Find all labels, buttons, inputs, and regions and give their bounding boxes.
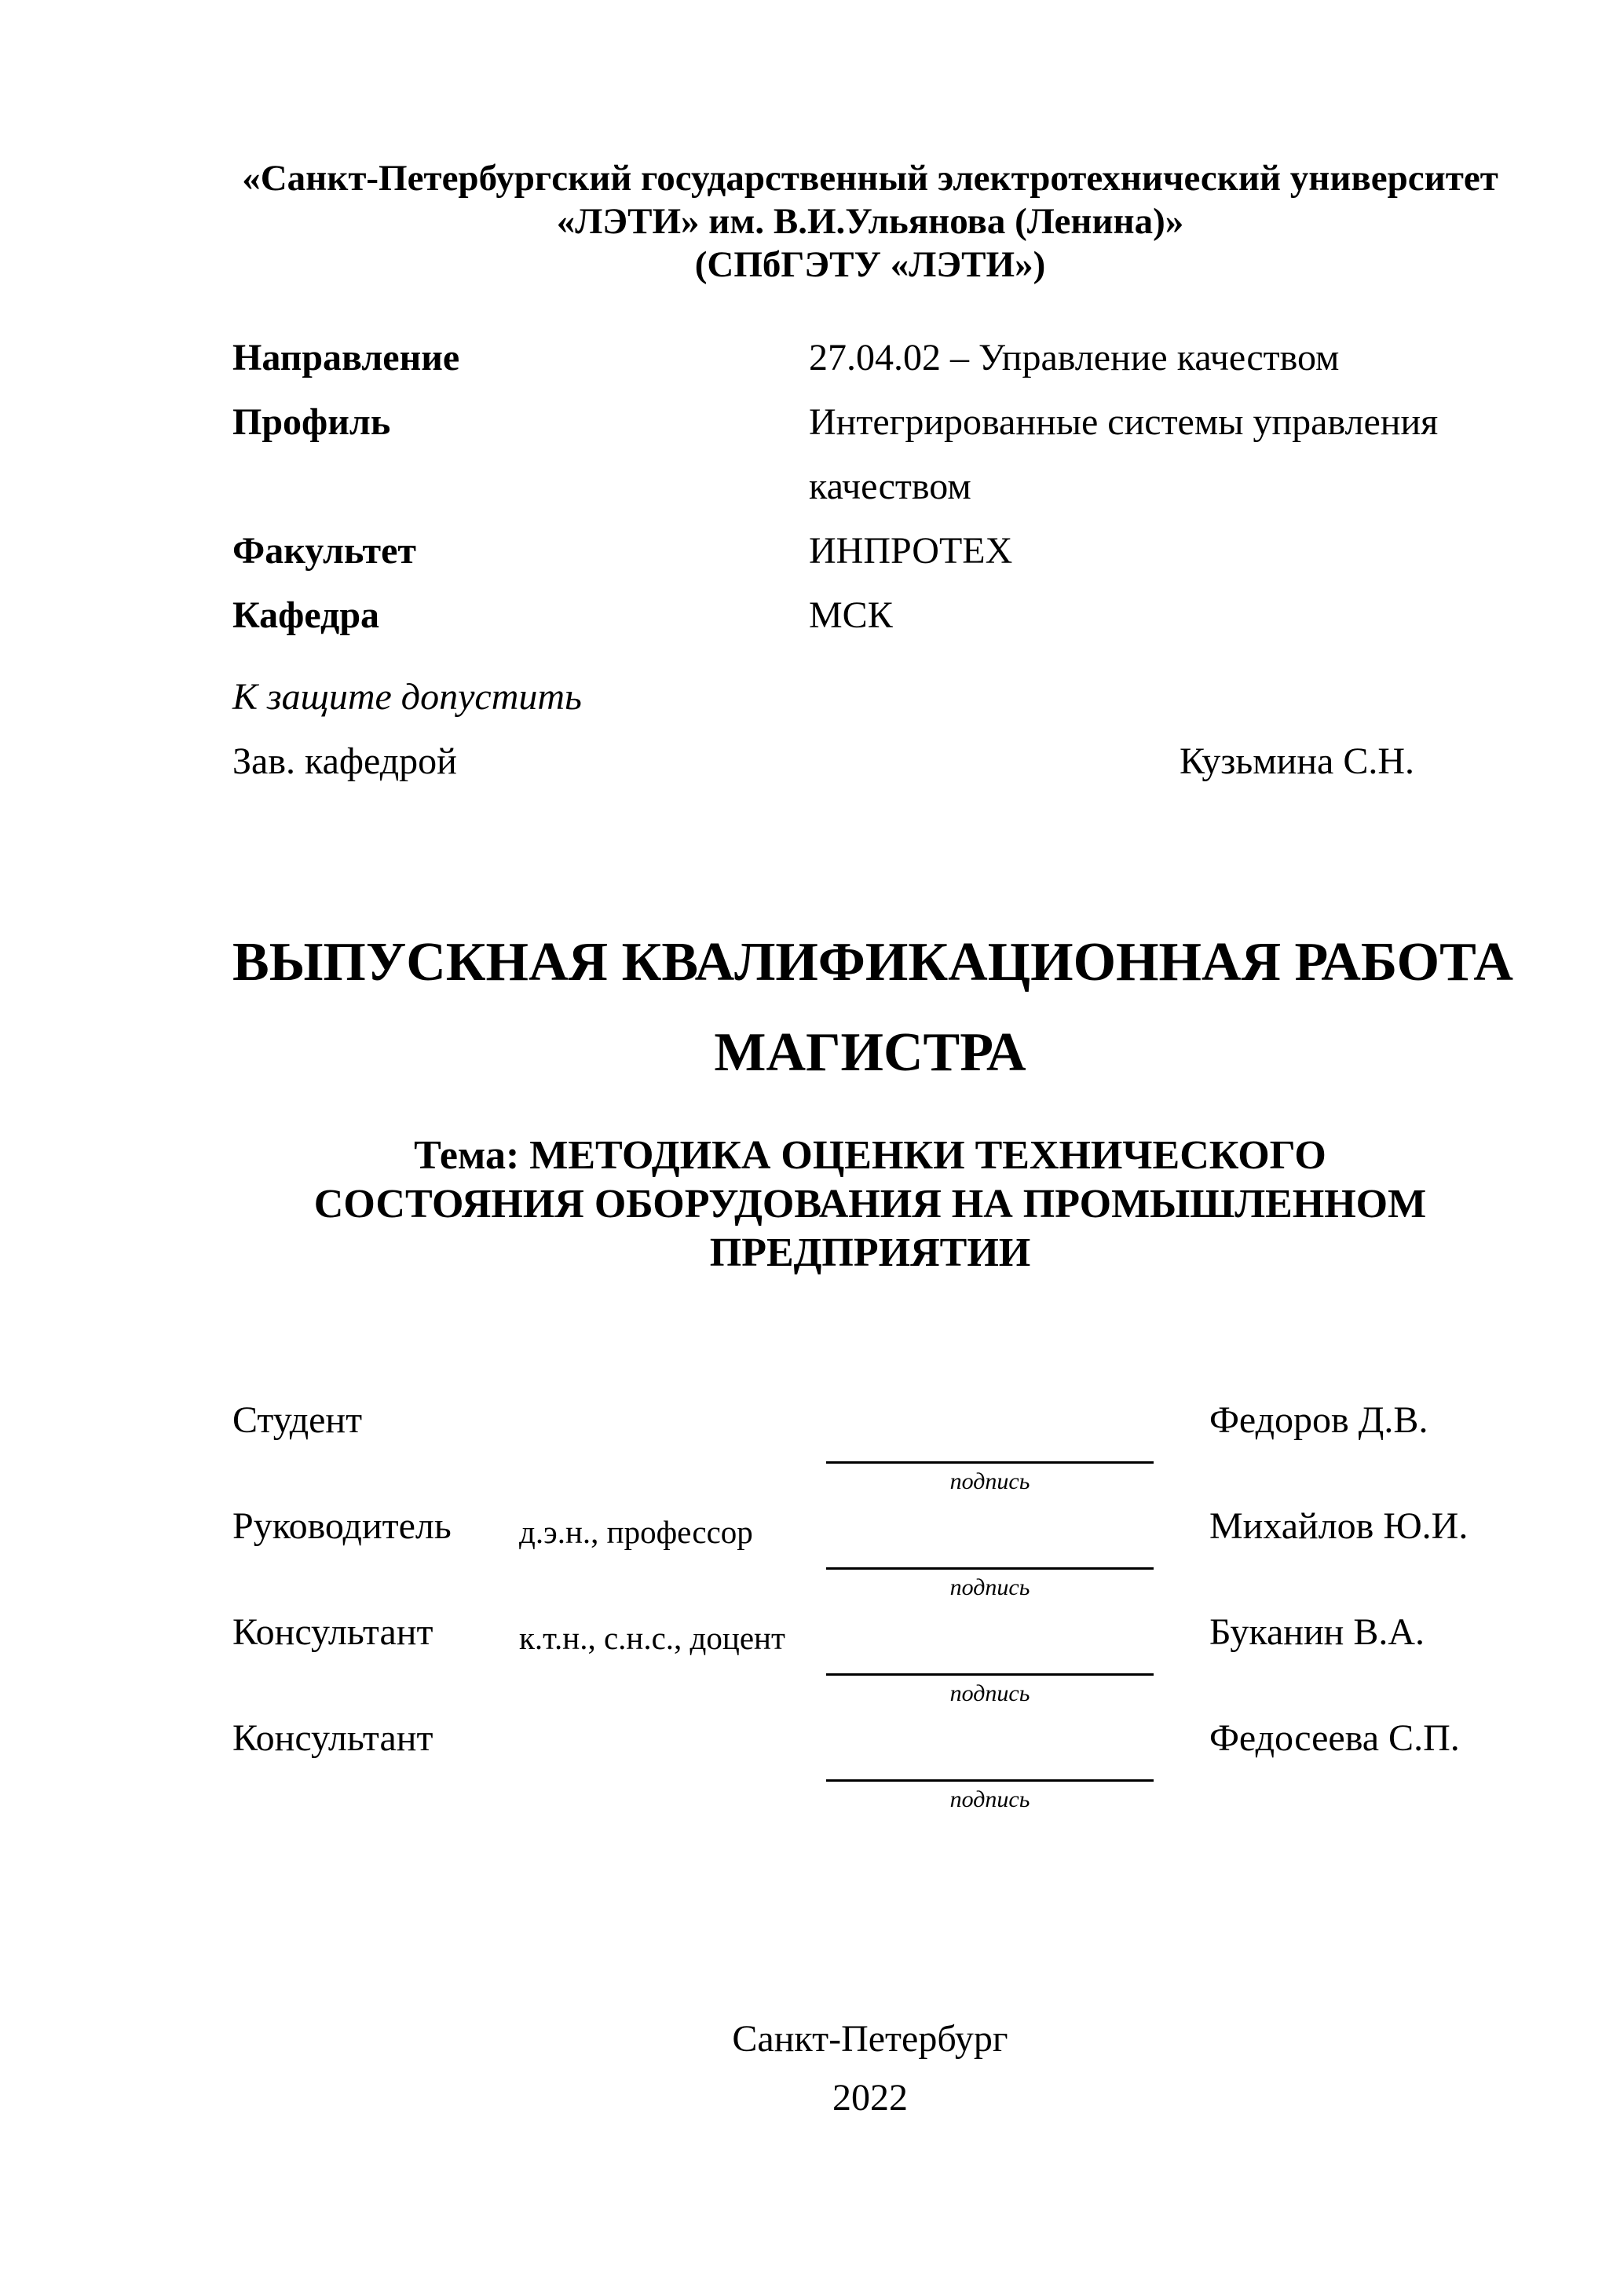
program-fields bbox=[232, 326, 1508, 648]
signature-row-supervisor bbox=[232, 1504, 1508, 1610]
signature-role: Студент bbox=[232, 1399, 363, 1441]
signature-line bbox=[826, 1610, 1154, 1676]
signature-degree: к.т.н., с.н.с., доцент bbox=[519, 1620, 785, 1656]
signature-caption: подпись bbox=[949, 1574, 1030, 1600]
field-label-profile: Профиль bbox=[232, 401, 391, 443]
field-value-department: МСК bbox=[809, 594, 893, 636]
admission-row bbox=[232, 729, 1508, 794]
signature-role: Консультант bbox=[232, 1611, 433, 1653]
university-name-line2: «ЛЭТИ» им. В.И.Ульянова (Ленина)» bbox=[556, 201, 1184, 242]
signature-field bbox=[826, 1398, 1154, 1495]
page-content bbox=[232, 157, 1513, 2127]
signature-role: Руководитель bbox=[232, 1505, 452, 1547]
department-head-label: Зав. кафедрой bbox=[232, 740, 457, 782]
signature-name: Буканин В.А. bbox=[1209, 1611, 1425, 1653]
signature-role: Консультант bbox=[232, 1717, 433, 1759]
thesis-title-line2: МАГИСТРА bbox=[714, 1022, 1026, 1083]
signature-caption: подпись bbox=[949, 1786, 1030, 1812]
field-label-direction: Направление bbox=[232, 337, 460, 378]
footer-city: Санкт-Петербург bbox=[732, 2018, 1008, 2060]
field-value-profile: Интегрированные системы управления качеством bbox=[809, 401, 1439, 507]
admission-note: К защите допустить bbox=[232, 676, 582, 718]
thesis-theme: Тема: МЕТОДИКА ОЦЕНКИ ТЕХНИЧЕСКОГО СОСТОЯНИЯ ОБОРУДОВАНИЯ НА ПРОМЫШЛЕННОМ ПРЕДПРИЯТИИ bbox=[313, 1133, 1427, 1275]
signature-name: Федосеева С.П. bbox=[1209, 1717, 1460, 1759]
admission-block bbox=[232, 665, 1508, 794]
department-head-name: Кузьмина С.Н. bbox=[1180, 740, 1414, 782]
signature-name: Михайлов Ю.И. bbox=[1209, 1505, 1469, 1547]
signature-row-consultant-1 bbox=[232, 1610, 1508, 1717]
signature-field bbox=[826, 1717, 1154, 1813]
field-value-direction: 27.04.02 – Управление качеством bbox=[809, 337, 1340, 378]
field-label-department: Кафедра bbox=[232, 594, 380, 636]
signature-caption: подпись bbox=[949, 1468, 1030, 1494]
footer-block bbox=[232, 2009, 1508, 2127]
signature-name: Федоров Д.В. bbox=[1209, 1399, 1428, 1441]
signature-line bbox=[826, 1504, 1154, 1570]
signature-row-student bbox=[232, 1398, 1508, 1504]
thesis-title bbox=[232, 917, 1513, 1098]
signatures-block bbox=[232, 1398, 1508, 1823]
field-value-faculty: ИНПРОТЕХ bbox=[809, 530, 1013, 572]
university-abbreviation: (СПбГЭТУ «ЛЭТИ») bbox=[694, 244, 1046, 285]
signature-degree: д.э.н., профессор bbox=[519, 1514, 753, 1550]
university-name-line1: «Санкт-Петербургский государственный электротехнический университет bbox=[242, 158, 1498, 199]
thesis-title-line1: ВЫПУСКНАЯ КВАЛИФИКАЦИОННАЯ РАБОТА bbox=[232, 932, 1513, 993]
footer-year: 2022 bbox=[832, 2077, 908, 2119]
university-header bbox=[232, 157, 1508, 287]
signature-field bbox=[826, 1504, 1154, 1601]
signature-caption: подпись bbox=[949, 1680, 1030, 1706]
signature-row-consultant-2 bbox=[232, 1717, 1508, 1823]
signature-line bbox=[826, 1398, 1154, 1464]
signature-line bbox=[826, 1717, 1154, 1782]
signature-field bbox=[826, 1610, 1154, 1707]
field-label-faculty: Факультет bbox=[232, 530, 416, 572]
